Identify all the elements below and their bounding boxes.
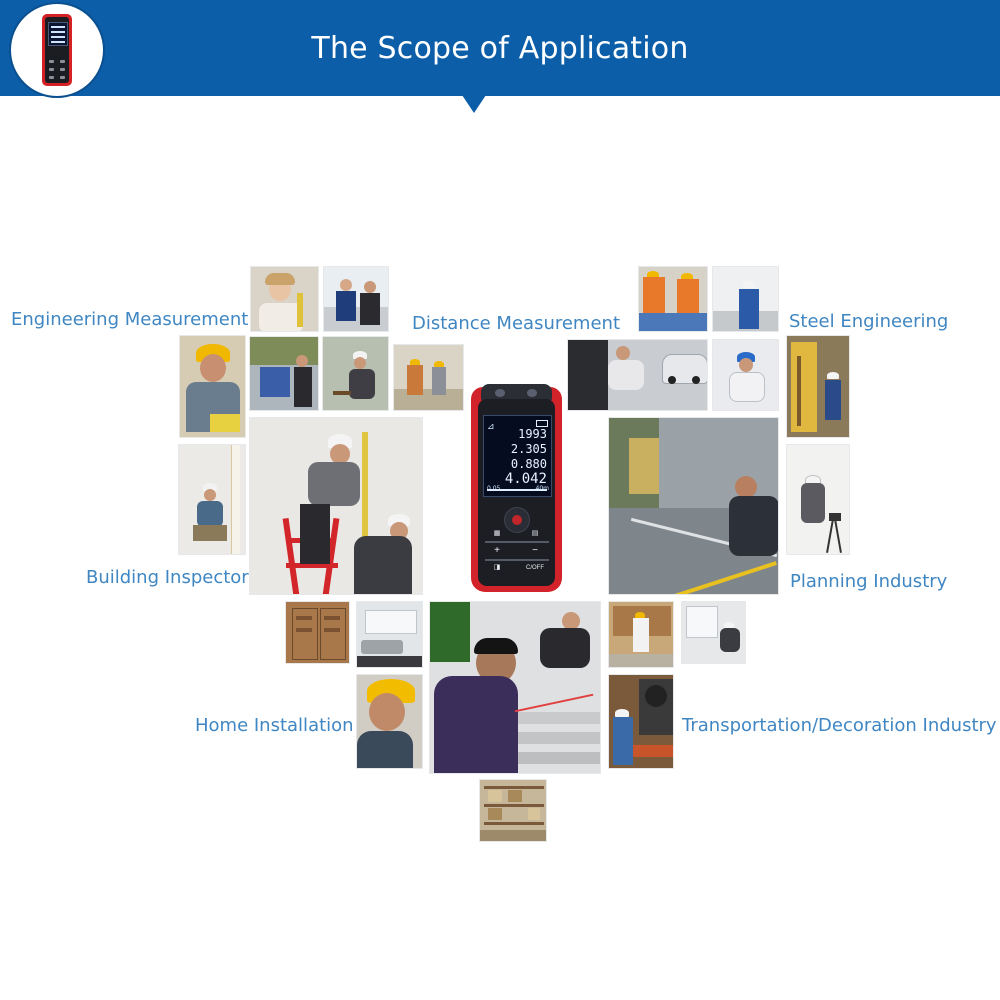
key-divider-2 <box>485 559 549 561</box>
off-key[interactable]: C/OFF <box>526 565 544 571</box>
key-divider-1 <box>485 541 549 543</box>
label-home-installation: Home Installation <box>195 715 354 736</box>
photo-worker-with-board <box>249 336 319 411</box>
reading-2: 2.305 <box>510 442 547 456</box>
photo-worker-yellow-helmet <box>179 335 246 438</box>
label-steel-engineering: Steel Engineering <box>789 311 949 332</box>
photo-workers-orange-vests <box>638 266 708 332</box>
product-thumbnail <box>11 4 103 96</box>
photo-building-inspector-ladder <box>249 417 423 595</box>
label-transportation-decoration-industry: Transportation/Decoration Industry <box>682 715 997 736</box>
memory-key[interactable]: ◨ <box>493 564 501 571</box>
laser-icon <box>512 515 522 525</box>
banner-pointer <box>462 95 486 113</box>
battery-icon <box>536 420 548 427</box>
label-engineering-measurement: Engineering Measurement <box>11 309 249 330</box>
label-planning-industry: Planning Industry <box>790 571 948 592</box>
area-volume-key[interactable]: ▦ <box>493 530 501 537</box>
photo-living-room <box>356 601 423 668</box>
photo-steel-structure-worker <box>786 335 850 438</box>
photo-workers-outdoor <box>323 266 389 332</box>
laser-distance-meter <box>471 387 562 592</box>
label-building-inspector: Building Inspector <box>86 567 249 588</box>
photo-interior-worker <box>608 601 674 668</box>
photo-transportation-truck <box>608 674 674 769</box>
photo-worker-yellow-hardhat <box>356 674 423 769</box>
photo-woman-measuring <box>250 266 319 332</box>
photo-worker-bending <box>322 336 389 411</box>
mode-icon: ⊿ <box>487 422 495 432</box>
reading-3: 0.880 <box>510 457 547 471</box>
photo-worker-crouching <box>712 339 779 411</box>
minus-key[interactable]: − <box>532 545 538 556</box>
function-key[interactable]: ▤ <box>531 530 539 537</box>
page-title: The Scope of Application <box>311 31 689 66</box>
photo-surveyor-tripod <box>786 444 850 555</box>
photo-stairs-measurement <box>429 601 601 774</box>
mini-device-icon <box>42 14 72 86</box>
photo-warehouse-shelves <box>479 779 547 842</box>
scale-max-label: 40m <box>535 485 549 492</box>
photo-distance-measurement-car <box>567 339 708 411</box>
reading-1: 1993 <box>518 427 547 441</box>
device-screen <box>483 415 552 497</box>
scale-min-label: 0.05 <box>487 485 501 492</box>
photo-worker-measuring-floor <box>681 601 746 664</box>
photo-cabinet-installation <box>285 601 350 664</box>
plus-key[interactable]: + <box>494 545 500 556</box>
reading-4: 4.042 <box>504 471 547 487</box>
label-distance-measurement: Distance Measurement <box>412 313 621 334</box>
photo-site-workers <box>393 344 464 411</box>
photo-worker-kneeling-wall <box>178 444 246 555</box>
photo-worker-blue-overalls <box>712 266 779 332</box>
photo-planning-floor-measurement <box>608 417 779 595</box>
